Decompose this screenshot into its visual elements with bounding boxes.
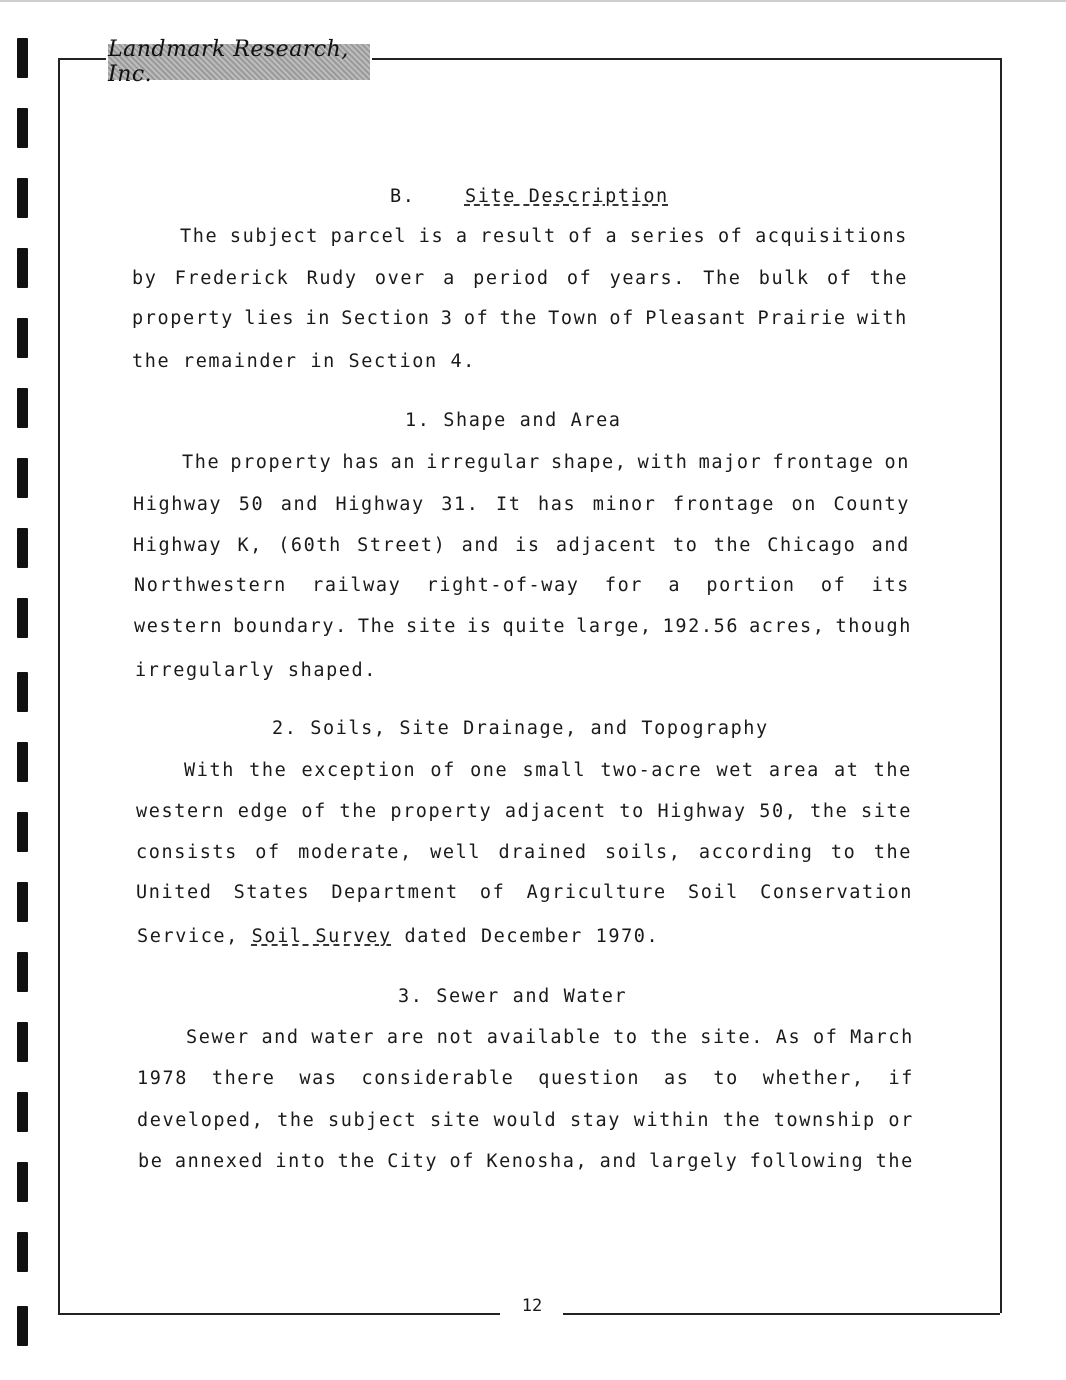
word: of [430, 760, 456, 781]
paragraph-line [182, 452, 910, 473]
word: the [722, 1110, 762, 1131]
word: wet [716, 760, 755, 781]
paragraph-line [184, 760, 912, 781]
binder-hole [17, 38, 28, 78]
subsection-heading: 1. Shape and Area [405, 410, 622, 431]
word: The [357, 616, 397, 637]
word: and [599, 1151, 638, 1172]
word: period [473, 268, 550, 289]
section-title: Site Description [464, 186, 669, 207]
word: boundary. [233, 616, 348, 637]
word: soils, [605, 842, 682, 863]
word: of [255, 842, 281, 863]
word: site [429, 1110, 481, 1131]
word: annexed [174, 1151, 264, 1172]
paragraph-line [138, 1151, 914, 1172]
word: to [673, 535, 699, 556]
word: largely [649, 1151, 739, 1172]
word: a [455, 226, 469, 247]
word: on [791, 494, 817, 515]
frame-rule [372, 58, 1000, 60]
word: site [860, 801, 912, 822]
word: was [299, 1068, 338, 1089]
word: available [486, 1027, 602, 1048]
frame-rule [563, 1313, 1000, 1315]
text-run: dated December 1970. [391, 926, 660, 947]
word: Department [331, 882, 459, 903]
word: 192.56 [662, 616, 740, 637]
paragraph-line [137, 1110, 914, 1131]
word: following [749, 1151, 865, 1172]
word: a [605, 226, 619, 247]
binder-hole [17, 1162, 28, 1202]
word: drained [498, 842, 588, 863]
binder-hole [17, 458, 28, 498]
word: and [461, 535, 500, 556]
word: (60th [278, 535, 342, 556]
word: of [826, 268, 853, 289]
binder-hole [17, 388, 28, 428]
word: Frederick [174, 268, 290, 289]
word: to [713, 1068, 739, 1089]
word: edge [237, 801, 289, 822]
paragraph-line [133, 494, 910, 515]
word: is [467, 616, 493, 637]
word: subject [229, 226, 320, 247]
word: an [390, 452, 417, 473]
word: the [337, 1151, 376, 1172]
word: the [869, 268, 908, 289]
word: large, [576, 616, 653, 637]
binder-hole [17, 528, 28, 568]
binder-hole [17, 598, 28, 638]
word: exception [301, 760, 417, 781]
word: for [604, 575, 644, 596]
word: western [134, 616, 224, 637]
word: property [390, 801, 493, 822]
word: of [449, 1151, 475, 1172]
word: of [717, 226, 744, 247]
word: and [280, 494, 319, 515]
company-logo-text: Landmark Research, Inc. [108, 37, 349, 87]
word: United [136, 882, 213, 903]
word: adjacent [555, 535, 658, 556]
word: quite [502, 616, 567, 637]
paragraph-line [134, 575, 910, 596]
word: the [713, 535, 752, 556]
word: a [668, 575, 682, 596]
word: the [499, 308, 538, 329]
word: adjacent [504, 801, 607, 822]
paragraph-line [133, 535, 910, 556]
word: Conservation [760, 882, 913, 903]
section-label: B. [390, 186, 416, 207]
word: 50, [759, 801, 798, 822]
word: Highway [335, 494, 425, 515]
frame-rule [58, 58, 106, 60]
binder-hole [17, 812, 28, 852]
paragraph-line [132, 268, 908, 289]
company-logo [108, 37, 370, 87]
binder-hole [17, 1022, 28, 1062]
word: right-of-way [426, 575, 580, 596]
word: lies [244, 308, 296, 329]
word: Highway [133, 494, 223, 515]
paragraph-line: the remainder in Section 4. [132, 351, 476, 372]
word: portion [706, 575, 796, 596]
word: Northwestern [134, 575, 287, 596]
binder-hole [17, 952, 28, 992]
word: developed, [137, 1110, 265, 1131]
word: whether, [762, 1068, 865, 1089]
binder-hole [17, 1232, 28, 1272]
word: parcel [330, 226, 408, 247]
word: and [871, 535, 910, 556]
word: or [888, 1110, 914, 1131]
word: question [538, 1068, 641, 1089]
word: result [480, 226, 557, 247]
word: small [522, 760, 587, 781]
binder-hole [17, 742, 28, 782]
word: stay [570, 1110, 621, 1131]
word: the [249, 760, 288, 781]
word: Kenosha, [486, 1151, 589, 1172]
word: major [698, 452, 763, 473]
word: the [810, 801, 849, 822]
word: railway [312, 575, 402, 596]
word: bulk [758, 268, 810, 289]
word: years. [609, 268, 687, 289]
frame-rule [58, 1313, 500, 1315]
word: the [873, 760, 912, 781]
word: with [856, 308, 908, 329]
word: As [775, 1027, 802, 1048]
word: if [888, 1068, 914, 1089]
word: acquisitions [755, 226, 908, 247]
binder-hole [17, 248, 28, 288]
word: March [850, 1027, 914, 1048]
paragraph-line [132, 308, 908, 329]
word: the [277, 1110, 316, 1131]
word: the [650, 1027, 689, 1048]
word: Soil [687, 882, 739, 903]
word: Town [548, 308, 600, 329]
word: western [136, 801, 226, 822]
subsection-heading: 2. Soils, Site Drainage, and Topography [272, 718, 769, 739]
word: area [768, 760, 820, 781]
word: K, [237, 535, 263, 556]
word: 3 [440, 308, 454, 329]
subsection-heading: 3. Sewer and Water [398, 986, 628, 1007]
word: of [463, 308, 490, 329]
paragraph-line [137, 926, 659, 947]
word: would [493, 1110, 558, 1131]
binder-hole [17, 882, 28, 922]
word: township [773, 1110, 876, 1131]
binder-hole [17, 108, 28, 148]
word: of [568, 226, 594, 247]
word: with [637, 452, 689, 473]
word: property [230, 452, 333, 473]
word: the [875, 1151, 914, 1172]
word: water [311, 1027, 376, 1048]
word: minor [592, 494, 657, 515]
word: Rudy [306, 268, 358, 289]
word: Street) [357, 535, 447, 556]
binder-hole [17, 318, 28, 358]
word: of [820, 575, 847, 596]
page-number: 12 [521, 1296, 543, 1316]
section-heading [390, 186, 669, 207]
word: It [496, 494, 522, 515]
word: of [812, 1027, 839, 1048]
paragraph-line [134, 616, 912, 637]
word: site. [700, 1027, 764, 1048]
word: be [138, 1151, 164, 1172]
word: Pleasant [645, 308, 748, 329]
word: into [275, 1151, 327, 1172]
word: not [436, 1027, 475, 1048]
word: to [619, 801, 645, 822]
word: one [470, 760, 509, 781]
binder-hole [17, 1092, 28, 1132]
word: subject [328, 1110, 418, 1131]
word: acres, [749, 616, 826, 637]
binder-hole [17, 1306, 28, 1346]
paragraph-line [180, 226, 908, 247]
word: are [386, 1027, 426, 1048]
word: according [698, 842, 814, 863]
word: to [830, 842, 857, 863]
word: on [884, 452, 910, 473]
word: and [261, 1027, 300, 1048]
word: is [515, 535, 541, 556]
paragraph-line [186, 1027, 914, 1048]
binder-hole [17, 178, 28, 218]
paragraph-line [136, 842, 912, 863]
publication-title: Soil Survey [251, 926, 392, 947]
word: is [418, 226, 445, 247]
word: site [406, 616, 457, 637]
word: as [664, 1068, 690, 1089]
word: to [613, 1027, 639, 1048]
word: well [430, 842, 482, 863]
word: Sewer [186, 1027, 250, 1048]
word: by [132, 268, 158, 289]
page-top-edge [0, 0, 1066, 2]
word: 31. [441, 494, 480, 515]
paragraph-line: irregularly shaped. [135, 660, 378, 681]
word: 1978 [137, 1068, 188, 1089]
word: at [834, 760, 860, 781]
word: The [182, 452, 221, 473]
word: its [871, 575, 910, 596]
word: The [703, 268, 742, 289]
word: Prairie [757, 308, 847, 329]
word: moderate, [298, 842, 413, 863]
word: The [180, 226, 219, 247]
word: Chicago [767, 535, 857, 556]
word: the [339, 801, 378, 822]
text-run: Service, [137, 926, 252, 947]
word: shape, [551, 452, 628, 473]
word: Section [341, 308, 431, 329]
word: States [233, 882, 311, 903]
word: has [538, 494, 577, 515]
word: though [835, 616, 912, 637]
word: of [566, 268, 593, 289]
word: a [443, 268, 456, 289]
word: consists [136, 842, 238, 863]
word: City [387, 1151, 439, 1172]
word: considerable [361, 1068, 515, 1089]
word: Highway [657, 801, 747, 822]
word: over [374, 268, 426, 289]
word: 50 [238, 494, 265, 515]
paragraph-line [136, 801, 912, 822]
word: series [629, 226, 707, 247]
word: of [479, 882, 506, 903]
word: of [609, 308, 635, 329]
word: in [305, 308, 331, 329]
paragraph-line [137, 1068, 914, 1089]
word: Agriculture [526, 882, 667, 903]
word: of [301, 801, 327, 822]
word: Highway [133, 535, 223, 556]
binder-holes [17, 30, 29, 1360]
word: County [833, 494, 910, 515]
paragraph-line [136, 882, 913, 903]
word: within [633, 1110, 711, 1131]
word: two-acre [600, 760, 703, 781]
word: the [873, 842, 912, 863]
word: frontage [772, 452, 875, 473]
binder-hole [17, 672, 28, 712]
word: property [132, 308, 234, 329]
word: there [211, 1068, 276, 1089]
word: frontage [673, 494, 775, 515]
word: irregular [426, 452, 541, 473]
word: With [184, 760, 235, 781]
word: has [342, 452, 381, 473]
